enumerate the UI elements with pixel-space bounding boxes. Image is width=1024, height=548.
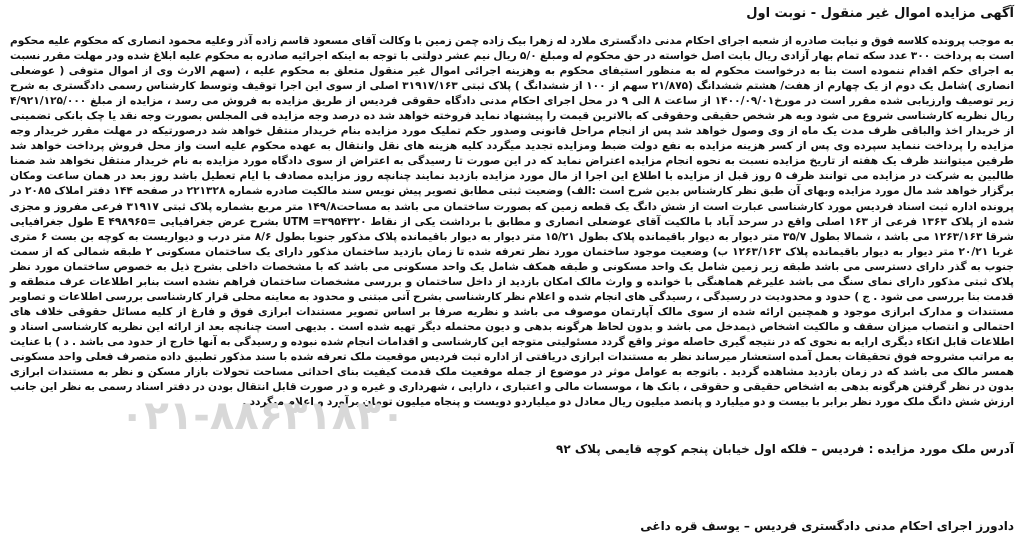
property-address: آدرس ملک مورد مزایده : فردیس – فلکه اول خیابان پنجم کوچه قایمی پلاک ۹۲ [556,442,1014,456]
notice-body-text: به موجب پرونده کلاسه فوق و نیابت صادره از شعبه اجرای احکام مدنی دادگستری ملارد له زهرا بیک زاده چمن زمین با وکالت آقای مسعود قاسم زاده آذر وعلیه محمود انصاری که محکوم علیه محکوم است به پرداخت ۳۰۰ عدد سکه تمام بهار آزادی ریال بابت اصل خواسته در حق محکوم له ومبلغ ۵/۰ ریال نیم عشر دولتی با توجه به اینکه اجرائیه صادره به محکوم علیه ابلاغ شده ودر مهلت مقرر نسبت به اجرای حکم اقدام ننموده است بنا به درخواست محکوم له به منظور استیفای محکوم به وهزینه اجرائی اموال غیر منقول متعلق به محکوم علیه ، (سهم الارث وی از اموال متوفی ( عوضعلی انصاری )شامل یک دوم از یک چهارم از هفت/ هشتم ششدانگ (۲۱/۸۷۵ سهم از ۱۰۰ از ششدانگ ) پلاک ثبتی ۳۱۹۱۷/۱۶۳ اصلی از سوی این اجرا توقیف وتوسط کارشناس رسمی دادگستری به شرح زیر توصیف وارزیابی شده مقرر است در مورخ۱۴۰۰/۰۹/۰۱ از ساعت ۸ الی ۹ در محل اجرای احکام مدنی دادگاه حقوقی فردیس از طریق مزایده به فروش می رسد ، مزایده از مبلغ ۴/۹۲۱/۱۲۵/۰۰۰ ریال نظریه کارشناسی شروع می شود وبه هر شخص حقیقی وحقوقی که بالاترین قیمت را پیشنهاد نماید فروخته خواهد شد ده درصد وجه مزایده فی المجلس بصورت وجه نقد یا چک بانکی تضمینی از خریدار اخذ والباقی ظرف مدت یک ماه از وی وصول خواهد شد پس از انجام مراحل قانونی وصدور حکم تملیک مورد مزایده بنام خریدار منتقل خواهد شد درصورتیکه در مهلت مقرر خریدار وجه مزایده را پرداخت ننماید سپرده وی پس از کسر هزینه مزایده به نفع دولت ضبط ومزایده تجدید میگردد کلیه هزینه های نقل وانتقال به عهده محکوم علیه است واز محل فروش پرداخت خواهد شد طرفین میتوانند ظرف یک هفته از تاریخ مزایده نسبت به نحوه انجام مزایده اعتراض نماید که در این صورت تا رسیدگی به اعتراض از سوی دادگاه مورد مزایده به نام خریدار منتقل نخواهد شد ضمنا طالبین به شرکت در مزایده می توانند ظرف ۵ روز قبل از مزایده با اطلاع این اجرا از مال مورد مزایده بازدید نمایند چنانچه روز مزایده مصادف با ایام تعطیل باشد روز بعد در همان ساعت ومکان برگزار خواهد شد مال مورد مزایده وبهای آن طبق نظر کارشناس بدین شرح است :الف) وضعیت ثبتی مطابق تصویر پیش نویس سند مالکیت صادره شماره ۲۲۱۳۲۸ در صفحه ۱۴۴ دفتر املاک ۲۰۸۵ در پرونده اداره ثبت اسناد فردیس مورد کارشناسی عبارت است از شش دانگ یک قطعه زمین که بصورت ساختمان می باشد به مساحت۱۴۹/۸ متر مربع بشماره پلاک ثبتی ۳۱۹۱۷ فرعی مفروز و مجزی شده از پلاک ۱۳۶۳ فرعی از ۱۶۳ اصلی واقع در سرحد آباد با مالکیت آقای عوضعلی انصاری و مطابق با برداشت یکی از نقاط UTM =۳۹۵۴۳۲۰ بشرح عرض جغرافیایی =۴۹۸۹۶۵ E طول جغرافیایی شرقا ۱۲۶۳/۱۶۳ می باشد ، شمالا بطول ۳۵/۷ متر دیوار به دیوار باقیمانده پلاک بطول ۱۵/۲۱ متر دیوار به دیوار باقیمانده پلاک مذکور جنوبا بطول ۸/۶ متر درب و دیواریست به کوچه بن بست ۶ متری غربا ۲۰/۲۱ متر دیوار به دیوار باقیمانده پلاک ۱۲۶۳/۱۶۳ ب) وضعیت موجود ساختمان مورد نظر تعرفه شده تا زمان بازدید ساختمان مذکور دارای یک ساختمان مسکونی ۲ طبقه شمالی که از سمت جنوب به گذر دارای دسترسی می باشد طبقه زیر زمین شامل یک واحد مسکونی و طبقه همکف شامل یک واحد مسکونی می باشد که با مشخصات داخلی بشرح ذیل به خصوص ساختمان مورد نظر پلاک ثبتی مذکور دارای نمای سنگ می باشد علیرغم هماهنگی با خوانده و وارث مالک امکان بازدید از داخل ساختمان و بررسی مشخصات ساختمان فراهم نشده است بنابر اطلاعات عرف منطقه و قدمت بنا بررسی می شود . ج ) حدود و محدودیت در رسیدگی ، رسیدگی های انجام شده و اعلام نظر کارشناسی بشرح آتی مبتنی و محدود به معاینه محلی قرار کارشناسی بررسی اطلاعات و تصاویر مستندات و مدارک ابرازی موجود و همچنین ارائه شده از سوی مالک آپارتمان موصوف می باشد و نظریه صرفا بر اساس تصویر مستندات ابرازی فوق و فارغ از کلیه مسائل حقوقی خلاف های احتمالی و انتصاب میزان سقف و مالکیت اشخاص ذیمدخل می باشد و بدون لحاظ هرگونه بدهی و دیون محتمله دیگر تهیه شده است . بدیهی است چنانچه بعد از ارائه این نظریه کارشناسی اسناد و اطلاعات قابل اتکاء دیگری ارایه به نحوی که در نتیجه گیری حاصله موثر واقع گردد مسئولیتی متوجه این کارشناسی و اقدامات انجام شده نبوده و رسیدگی به آنها خارج از حدود می باشد . د ) با عنایت به مراتب مشروحه فوق تحقیقات بعمل آمده استعشار میرساند نظر به مستندات ابرازی دریافتی از اداره ثبت فردیس موقعیت ملک تعرفه شده با سند مذکور تطبیق داده متصرف فعلی واحد مسکونی همسر مالک می باشد که در زمان بازدید مشاهده گردید . باتوجه به عوامل موثر در موضوع از جمله موقعیت ملک قدمت کیفیت بنای احداثی مساحت تحولات بازار مسکن و نظر به مستندات ابرازی بدون در نظر گرفتن هرگونه بدهی به اشخاص حقیقی و حقوقی ، بانک ها ، موسسات مالی و اعتباری ، دارایی ، شهرداری و غیره و در صورت قابل انتقال بودن در دفتر اسناد رسمی به نظر این جانب ارزش شش دانگ ملک مورد نظر برابر با بیست و دو میلیارد و پانصد میلیون ریال معادل دو میلیاردو دویست و پنجاه میلیون تومان برآورد و اعلام میگردد . [10,35,1015,409]
officer-signature-line: دادورز اجرای احکام مدنی دادگستری فردیس – یوسف قره داغی [640,519,1014,533]
notice-title: آگهی مزایده اموال غیر منقول - نوبت اول [746,6,1014,21]
phone-watermark: ۰۲۱-۸۸۶۳۱۸۳۰ [120,393,406,439]
